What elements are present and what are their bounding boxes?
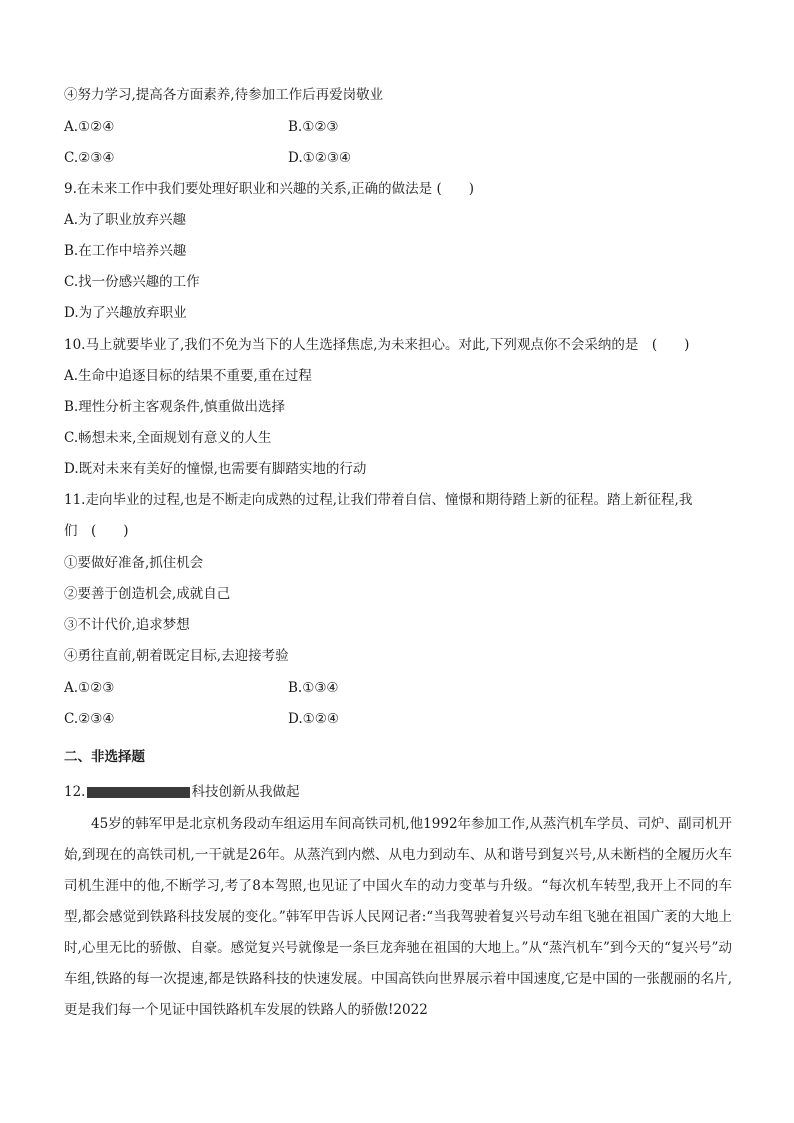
- q9-option-d: D.为了兴趣放弃职业: [64, 305, 187, 321]
- q11-option-d: D.①②④: [288, 711, 339, 727]
- q9-stem: 9.在未来工作中我们要处理好职业和兴趣的关系,正确的做法是 ( ): [64, 181, 474, 197]
- q10-option-d: D.既对未来有美好的憧憬,也需要有脚踏实地的行动: [64, 461, 367, 477]
- q8-option-a: A.①②④: [64, 119, 115, 135]
- q11-option-c: C.②③④: [64, 711, 115, 727]
- q10-option-c: C.畅想未来,全面规划有意义的人生: [64, 430, 272, 446]
- redaction-bar: [87, 787, 190, 798]
- q8-option-d: D.①②③④: [288, 150, 352, 166]
- q11-option-b: B.①③④: [288, 680, 339, 696]
- q11-statement-2: ②要善于创造机会,成就自己: [64, 586, 231, 602]
- q10-option-b: B.理性分析主客观条件,慎重做出选择: [64, 399, 286, 415]
- statement-4: ④努力学习,提高各方面素养,待参加工作后再爱岗敬业: [64, 87, 384, 103]
- q11-stem-line1: 11.走向毕业的过程,也是不断走向成熟的过程,让我们带着自信、憧憬和期待踏上新的征程。踏上新征程,我: [64, 492, 693, 508]
- q12-passage-text: 45岁的韩军甲是北京机务段动车组运用车间高铁司机,他1992年参加工作,从蒸汽机车学员、司炉、副司机开始,到现在的高铁司机,一干就是26年。从蒸汽到内燃、从电力到动车、从和谐号到复兴号,从未断档的全履历火车司机生涯中的他,不断学习,考了8本驾照,也见证了中国火车的动力变革与升级。“每次机车转型,我开上不同的车型,都会感觉到铁路科技发展的变化。”韩军甲告诉人民网记者:“当我驾驶着复兴号动车组飞驰在祖国广袤的大地上时,心里无比的骄傲、自豪。感觉复兴号就像是一条巨龙奔驰在祖国的大地上。”从“蒸汽机车”到今天的“复兴号”动车组,铁路的每一次提速,都是铁路科技的快速发展。中国高铁向世界展示着中国速度,它是中国的一张靓丽的名片,更是我们每一个见证中国铁路机车发展的铁路人的骄傲!2022: [64, 816, 732, 1018]
- q12-number: 12.: [64, 784, 86, 800]
- q11-stem-line2: 们 ( ): [64, 523, 129, 539]
- q11-statement-1: ①要做好准备,抓住机会: [64, 555, 204, 571]
- q9-option-b: B.在工作中培养兴趣: [64, 243, 187, 259]
- q9-option-c: C.找一份感兴趣的工作: [64, 274, 200, 290]
- q10-stem: 10.马上就要毕业了,我们不免为当下的人生选择焦虑,为未来担心。对此,下列观点你不会采纳的是 ( ): [64, 337, 690, 353]
- q11-option-a: A.①②③: [64, 680, 115, 696]
- q11-statement-4: ④勇往直前,朝着既定目标,去迎接考验: [64, 648, 289, 664]
- q9-option-a: A.为了职业放弃兴趣: [64, 212, 187, 228]
- section-heading: 二、非选择题: [64, 749, 145, 765]
- q12-heading: [64, 783, 299, 801]
- q8-option-b: B.①②③: [288, 119, 339, 135]
- q12-title: 科技创新从我做起: [191, 784, 300, 800]
- q8-option-c: C.②③④: [64, 150, 115, 166]
- q12-passage: [64, 809, 732, 1026]
- q10-option-a: A.生命中追逐目标的结果不重要,重在过程: [64, 368, 312, 384]
- q11-statement-3: ③不计代价,追求梦想: [64, 617, 190, 633]
